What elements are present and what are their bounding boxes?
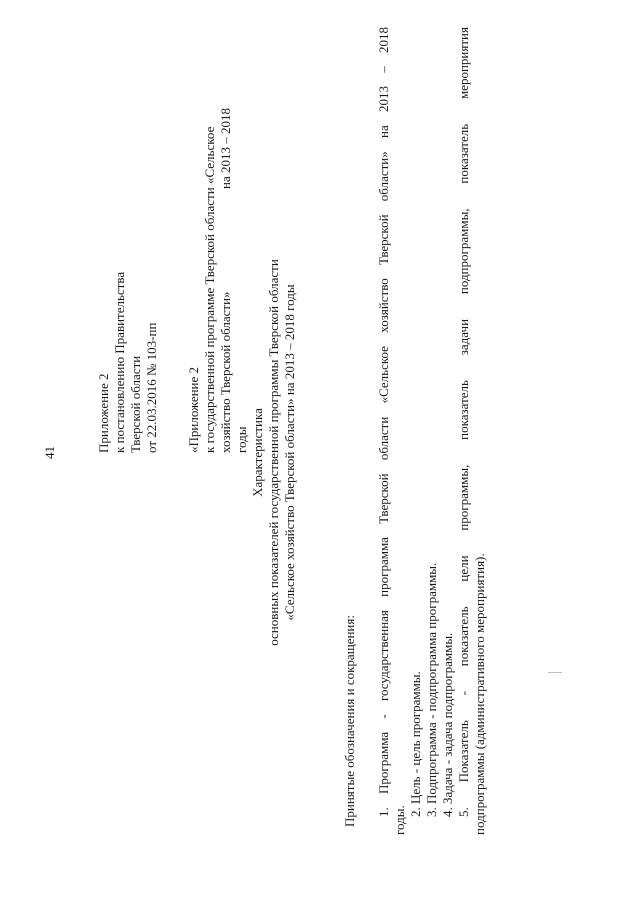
appendix-line: Тверской области [128, 355, 143, 453]
title-line: Характеристика [250, 408, 265, 497]
scan-artifact-mark [548, 672, 562, 673]
title-line: основных показателей государственной программы Тверской области [266, 259, 281, 646]
quoted-appendix-period: на 2013 – 2018 [218, 108, 233, 189]
abbreviation-item: 2. Цель - цель программы. [408, 671, 423, 817]
abbreviation-item-continuation: годы. [392, 805, 407, 835]
document-title [250, 0, 298, 905]
abbreviation-item: 1. Программа - государственная программа Тверской области «Сельское хозяйство Тверской области» на 2013 – 2018 [376, 27, 391, 817]
appendix-header [96, 272, 160, 453]
abbreviation-item: 5. Показатель - показатель цели программы, показатель задачи подпрограммы, показатель мероприятия [456, 27, 471, 817]
abbreviations-list [376, 27, 488, 835]
abbreviation-item: 4. Задача - задача подпрограммы. [440, 632, 455, 817]
abbreviation-item-continuation: подпрограммы (административного мероприятия). [472, 553, 487, 835]
quoted-appendix-header [186, 53, 250, 453]
title-line: «Сельское хозяйство Тверской области» на 2013 – 2018 годы [282, 284, 297, 621]
quoted-appendix-text: «Приложение 2 [186, 366, 201, 453]
quoted-appendix-line [234, 53, 250, 453]
appendix-line: Приложение 2 [96, 373, 111, 453]
quoted-appendix-text: хозяйство Тверской области» [218, 291, 233, 453]
abbreviation-item: 3. Подпрограмма - подпрограмма программы. [424, 562, 439, 817]
appendix-line: к постановлению Правительства [112, 271, 127, 453]
appendix-line: от 22.03.2016 № 103-пп [144, 322, 159, 453]
quoted-appendix-line: к государственной программе Тверской области «Сельское [202, 126, 217, 453]
quoted-appendix-line [186, 53, 202, 453]
quoted-appendix-line [218, 53, 234, 453]
quoted-appendix-text: годы [234, 426, 249, 453]
abbreviations-heading: Принятые обозначения и сокращения: [342, 615, 357, 827]
page-number: 41 [42, 446, 57, 459]
